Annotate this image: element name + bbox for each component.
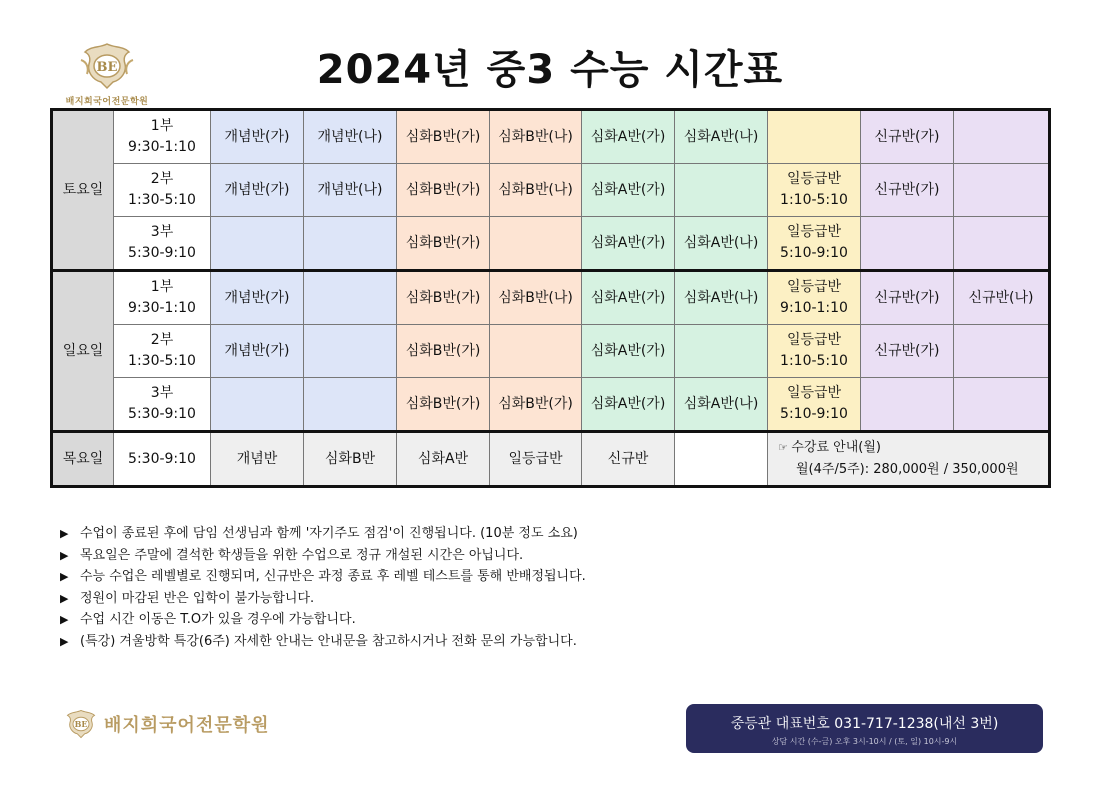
- class-cell: 심화B반(가): [397, 271, 490, 325]
- class-cell: 신규반(가): [861, 271, 954, 325]
- class-cell: [211, 217, 304, 271]
- notice-item: ▶ 목요일은 주말에 결석한 학생들을 위한 수업으로 정규 개설된 시간은 아닙니다.: [60, 545, 586, 567]
- class-cell: 개념반(나): [304, 164, 397, 217]
- class-cell: 심화B반(나): [490, 164, 582, 217]
- session-time-cell: 1부 9:30-1:10: [114, 271, 211, 325]
- class-cell: 심화A반(나): [675, 217, 768, 271]
- class-cell: 심화B반(나): [490, 110, 582, 164]
- class-cell: 심화A반(나): [675, 378, 768, 432]
- footer-logo[interactable]: [62, 708, 270, 740]
- class-cell: 심화A반(가): [582, 325, 675, 378]
- sunday-label: 일요일: [52, 271, 114, 432]
- table-row: [52, 325, 1050, 378]
- consult-hours: 상담 시간 (수-금) 오후 3시-10시 / (토, 일) 10시-9시: [771, 737, 958, 746]
- class-cell: [861, 217, 954, 271]
- class-cell: [304, 378, 397, 432]
- session-time-cell: 2부 1:30-5:10: [114, 325, 211, 378]
- table-row: [52, 164, 1050, 217]
- class-cell: [675, 432, 768, 487]
- class-cell: 일등급반 1:10-5:10: [768, 164, 861, 217]
- table-row: [52, 378, 1050, 432]
- class-cell: [954, 378, 1050, 432]
- bullet-arrow-icon: ▶: [60, 570, 69, 584]
- timetable: [50, 108, 1051, 488]
- class-cell: [490, 217, 582, 271]
- session-time-cell: 2부 1:30-5:10: [114, 164, 211, 217]
- bullet-arrow-icon: ▶: [60, 591, 69, 605]
- class-cell: 심화A반(가): [582, 217, 675, 271]
- class-cell: 일등급반 5:10-9:10: [768, 378, 861, 432]
- class-cell: 개념반(가): [211, 271, 304, 325]
- contact-phone[interactable]: 중등관 대표번호 031-717-1238(내선 3번): [730, 716, 999, 732]
- class-cell: [954, 164, 1050, 217]
- table-row: [52, 271, 1050, 325]
- page-title: 2024년 중3 수능 시간표: [316, 47, 784, 93]
- class-cell: 심화B반(가): [397, 164, 490, 217]
- footer-academy-name: 배지희국어전문학원: [104, 715, 270, 736]
- tuition-heading: 수강료 안내(월): [791, 440, 881, 455]
- class-cell: 개념반: [211, 432, 304, 487]
- table-row: [52, 110, 1050, 164]
- class-cell: 심화A반(나): [675, 271, 768, 325]
- academy-name: 배지희국어전문학원: [65, 97, 149, 107]
- session-time-cell: 1부 9:30-1:10: [114, 110, 211, 164]
- notice-item: ▶ (특강) 겨울방학 특강(6주) 자세한 안내는 안내문을 참고하시거나 전화 문의 가능합니다.: [60, 631, 586, 653]
- class-cell: 심화B반(나): [490, 271, 582, 325]
- bullet-arrow-icon: ▶: [60, 634, 69, 648]
- class-cell: 개념반(가): [211, 164, 304, 217]
- contact-box: [686, 704, 1043, 753]
- class-cell: 심화B반(가): [397, 217, 490, 271]
- notice-item: ▶ 수업이 종료된 후에 담임 선생님과 함께 '자기주도 점검'이 진행됩니다. (10분 정도 소요): [60, 523, 586, 545]
- thursday-label: 목요일: [52, 432, 114, 487]
- bullet-arrow-icon: ▶: [60, 527, 69, 540]
- class-cell: [954, 217, 1050, 271]
- class-cell: [675, 325, 768, 378]
- class-cell: 심화B반(가): [397, 110, 490, 164]
- class-cell: [675, 164, 768, 217]
- bullet-arrow-icon: ▶: [60, 548, 69, 562]
- class-cell: [304, 325, 397, 378]
- tuition-info: [768, 432, 1050, 487]
- class-cell: 일등급반: [490, 432, 582, 487]
- class-cell: [490, 325, 582, 378]
- table-row: [52, 432, 1050, 487]
- class-cell: [954, 110, 1050, 164]
- class-cell: 심화B반(가): [397, 325, 490, 378]
- svg-text:BE: BE: [96, 60, 118, 75]
- session-time-cell: 3부 5:30-9:10: [114, 217, 211, 271]
- class-cell: [954, 325, 1050, 378]
- notice-item: ▶ 수업 시간 이동은 T.O가 있을 경우에 가능합니다.: [60, 609, 586, 631]
- class-cell: [861, 378, 954, 432]
- saturday-label: 토요일: [52, 110, 114, 271]
- class-cell: 신규반(나): [954, 271, 1050, 325]
- class-cell: 심화A반(가): [582, 271, 675, 325]
- class-cell: 신규반(가): [861, 164, 954, 217]
- class-cell: 심화A반(가): [582, 164, 675, 217]
- svg-text:BE: BE: [74, 719, 88, 730]
- class-cell: 심화B반: [304, 432, 397, 487]
- class-cell: 일등급반 9:10-1:10: [768, 271, 861, 325]
- crest-icon: [62, 708, 100, 740]
- session-time-cell: 5:30-9:10: [114, 432, 211, 487]
- class-cell: 심화A반(가): [582, 378, 675, 432]
- class-cell: 심화A반(가): [582, 110, 675, 164]
- tuition-detail: 월(4주/5주): 280,000원 / 350,000원: [796, 462, 1019, 477]
- table-row: [52, 217, 1050, 271]
- class-cell: 심화B반(가): [397, 378, 490, 432]
- notice-item: ▶ 수능 수업은 레벨별로 진행되며, 신규반은 과정 종료 후 레벨 테스트를 통해 반배정됩니다.: [60, 566, 586, 588]
- class-cell: 개념반(가): [211, 325, 304, 378]
- class-cell: [211, 378, 304, 432]
- class-cell: [304, 271, 397, 325]
- session-time-cell: 3부 5:30-9:10: [114, 378, 211, 432]
- class-cell: 신규반(가): [861, 110, 954, 164]
- class-cell: 심화A반(나): [675, 110, 768, 164]
- bullet-arrow-icon: ▶: [60, 613, 69, 627]
- notice-list: [60, 523, 586, 653]
- pointing-hand-icon: ☞: [778, 441, 792, 454]
- notice-item: ▶ 정원이 마감된 반은 입학이 불가능합니다.: [60, 588, 586, 610]
- class-cell: [768, 110, 861, 164]
- class-cell: 신규반(가): [861, 325, 954, 378]
- class-cell: 일등급반 5:10-9:10: [768, 217, 861, 271]
- class-cell: 심화A반: [397, 432, 490, 487]
- class-cell: 개념반(나): [304, 110, 397, 164]
- class-cell: 개념반(가): [211, 110, 304, 164]
- class-cell: 일등급반 1:10-5:10: [768, 325, 861, 378]
- class-cell: [304, 217, 397, 271]
- class-cell: 심화B반(가): [490, 378, 582, 432]
- class-cell: 신규반: [582, 432, 675, 487]
